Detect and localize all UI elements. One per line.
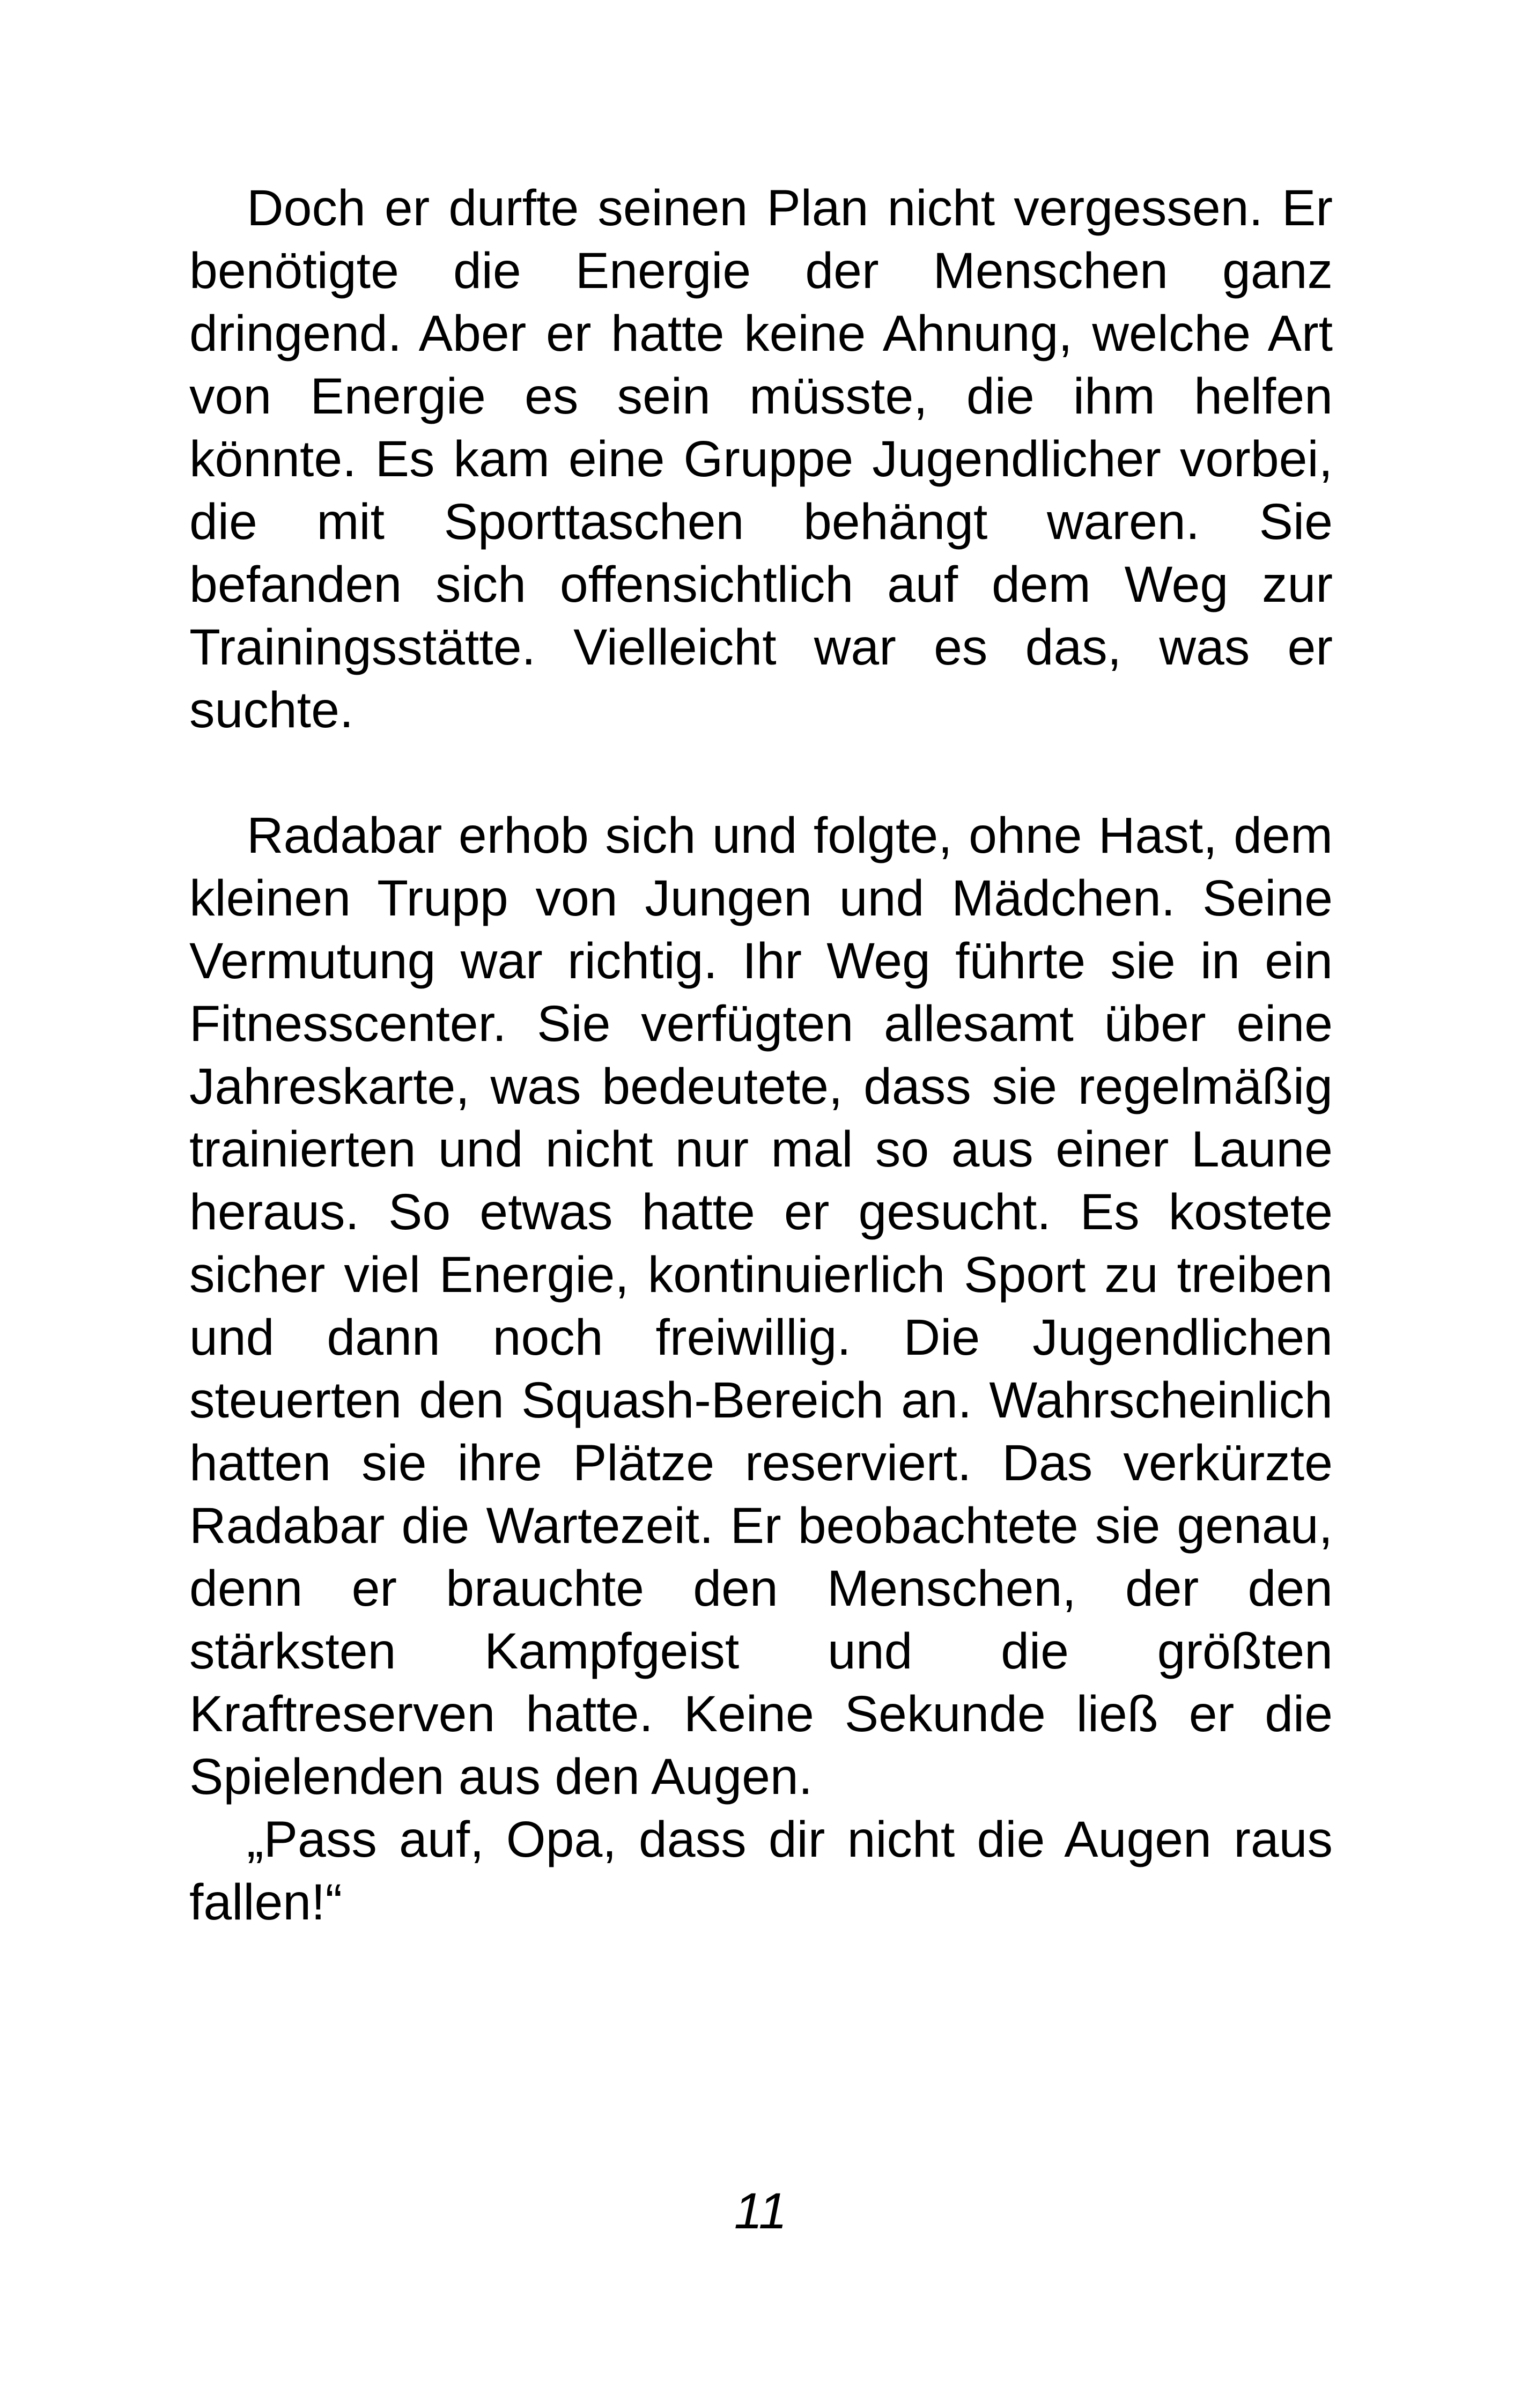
paragraph: Radabar erhob sich und folgte, ohne Hast, dem kleinen Trupp von Jungen und Mädchen. Seine Vermutung war richtig. Ihr Weg führte sie in ein Fitnesscenter. Sie verfügten allesamt über eine Jahreskarte, was bedeutete, dass sie regelmäßig trainierten und nicht nur mal so aus einer Laune heraus. So etwas hatte er gesucht. Es kostete sicher viel Energie, kontinuierlich Sport zu treiben und dann noch freiwillig. Die Jugendlichen steuerten den Squash-Bereich an. Wahrscheinlich hatten sie ihre Plätze reserviert. Das verkürzte Radabar die Wartezeit. Er beobachtete sie genau, denn er brauchte den Menschen, der den stärksten Kampfgeist und die größten Kraftreserven hatte. Keine Sekunde ließ er die Spielenden aus den Augen. bbox=[189, 807, 1333, 1805]
paragraph: Doch er durfte seinen Plan nicht vergessen. Er benötigte die Energie der Menschen ganz dringend. Aber er hatte keine Ahnung, welche Art von Energie es sein müsste, die ihm helfen könnte. Es kam eine Gruppe Jugendlicher vorbei, die mit Sporttaschen behängt waren. Sie befanden sich offensichtlich auf dem Weg zur Trainingsstätte. Vielleicht war es das, was er suchte. bbox=[189, 180, 1333, 738]
paragraph-dialogue: „Pass auf, Opa, dass dir nicht die Augen raus fallen!“ bbox=[189, 1811, 1333, 1931]
page-body bbox=[189, 177, 1333, 1934]
page-number: 11 bbox=[734, 2183, 787, 2240]
